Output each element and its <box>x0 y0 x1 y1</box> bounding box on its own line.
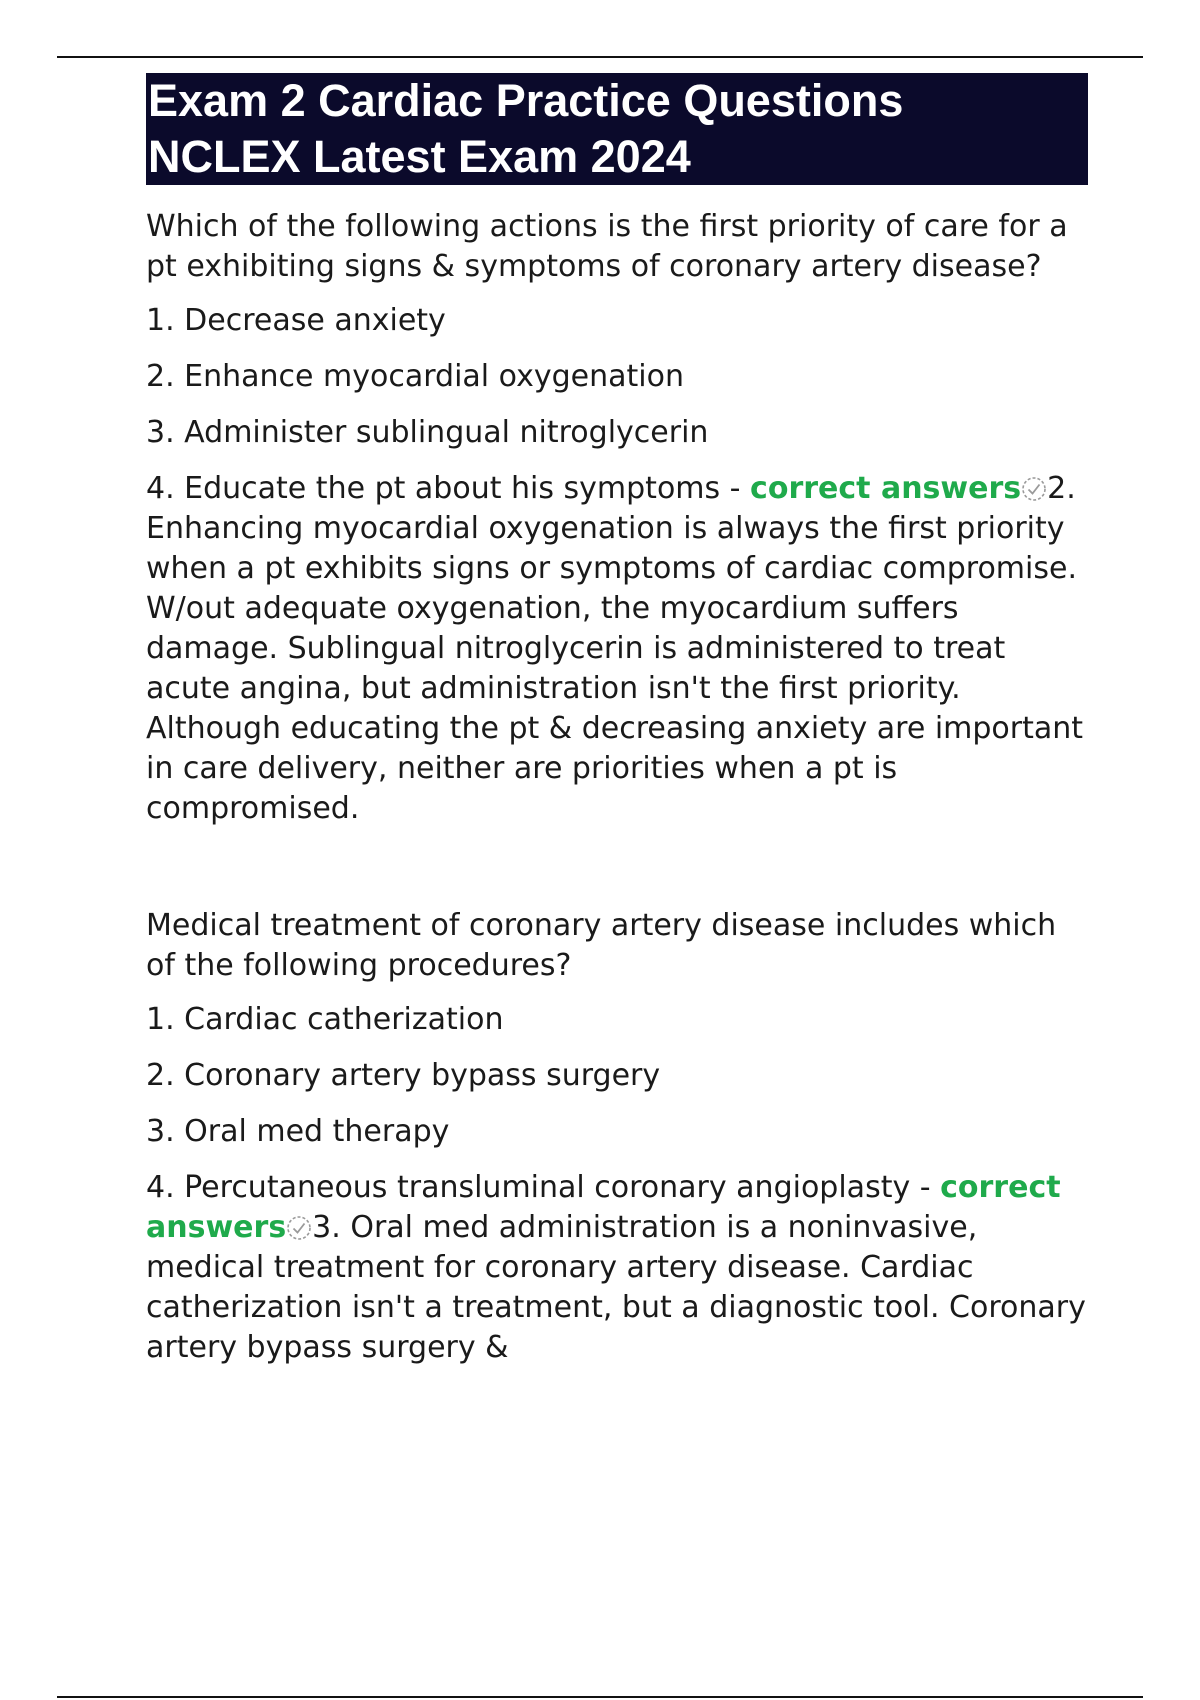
answer-option: 1. Cardiac catherization <box>146 1002 504 1037</box>
document-title <box>146 73 1088 185</box>
page-content <box>146 73 1088 1368</box>
answer-option: 3. Administer sublingual nitroglycerin <box>146 415 709 450</box>
question-text: Medical treatment of coronary artery disease includes which of the following procedures? <box>146 908 1057 983</box>
answer-paragraph <box>146 1168 1088 1368</box>
answer-explanation: 2. Enhancing myocardial oxygenation is always the first priority when a pt exhibits signs or symptoms of cardiac compromise. W/out adequate oxygenation, the myocardium suffers damage. Sublingual nitroglycerin is administered to treat acute angina, but administration isn't the first priority. Although educating the pt & decreasing anxiety are important in care delivery, neither are priorities when a pt is compromised. <box>146 471 1084 826</box>
title-line-1: Exam 2 Cardiac Practice Questions <box>148 75 904 126</box>
bottom-rule <box>57 1696 1143 1698</box>
answer-option: 1. Decrease anxiety <box>146 303 446 338</box>
question-block-1 <box>146 207 1088 829</box>
answer-paragraph <box>146 469 1088 829</box>
top-rule <box>57 56 1143 58</box>
answer-option: 3. Oral med therapy <box>146 1114 450 1149</box>
correct-answers-label: correct answers <box>146 1170 1061 1245</box>
answer-option: 2. Enhance myocardial oxygenation <box>146 359 684 394</box>
question-text: Which of the following actions is the first priority of care for a pt exhibiting signs & symptoms of coronary artery disease? <box>146 209 1068 284</box>
answer-option: 4. Percutaneous transluminal coronary angioplasty - <box>146 1170 941 1205</box>
check-circle-icon <box>1021 473 1047 499</box>
title-line-2: NCLEX Latest Exam 2024 <box>148 131 691 182</box>
answer-option: 2. Coronary artery bypass surgery <box>146 1058 661 1093</box>
answer-option: 4. Educate the pt about his symptoms - <box>146 471 751 506</box>
check-circle-icon <box>286 1212 312 1238</box>
correct-answers-label: correct answers <box>750 471 1022 506</box>
question-block-2 <box>146 906 1088 1368</box>
answer-explanation: 3. Oral med administration is a noninvasive, medical treatment for coronary artery disease. Cardiac catherization isn't a treatment, but a diagnostic tool. Coronary artery bypass surgery & <box>146 1210 1086 1365</box>
section-spacer <box>146 829 1088 906</box>
